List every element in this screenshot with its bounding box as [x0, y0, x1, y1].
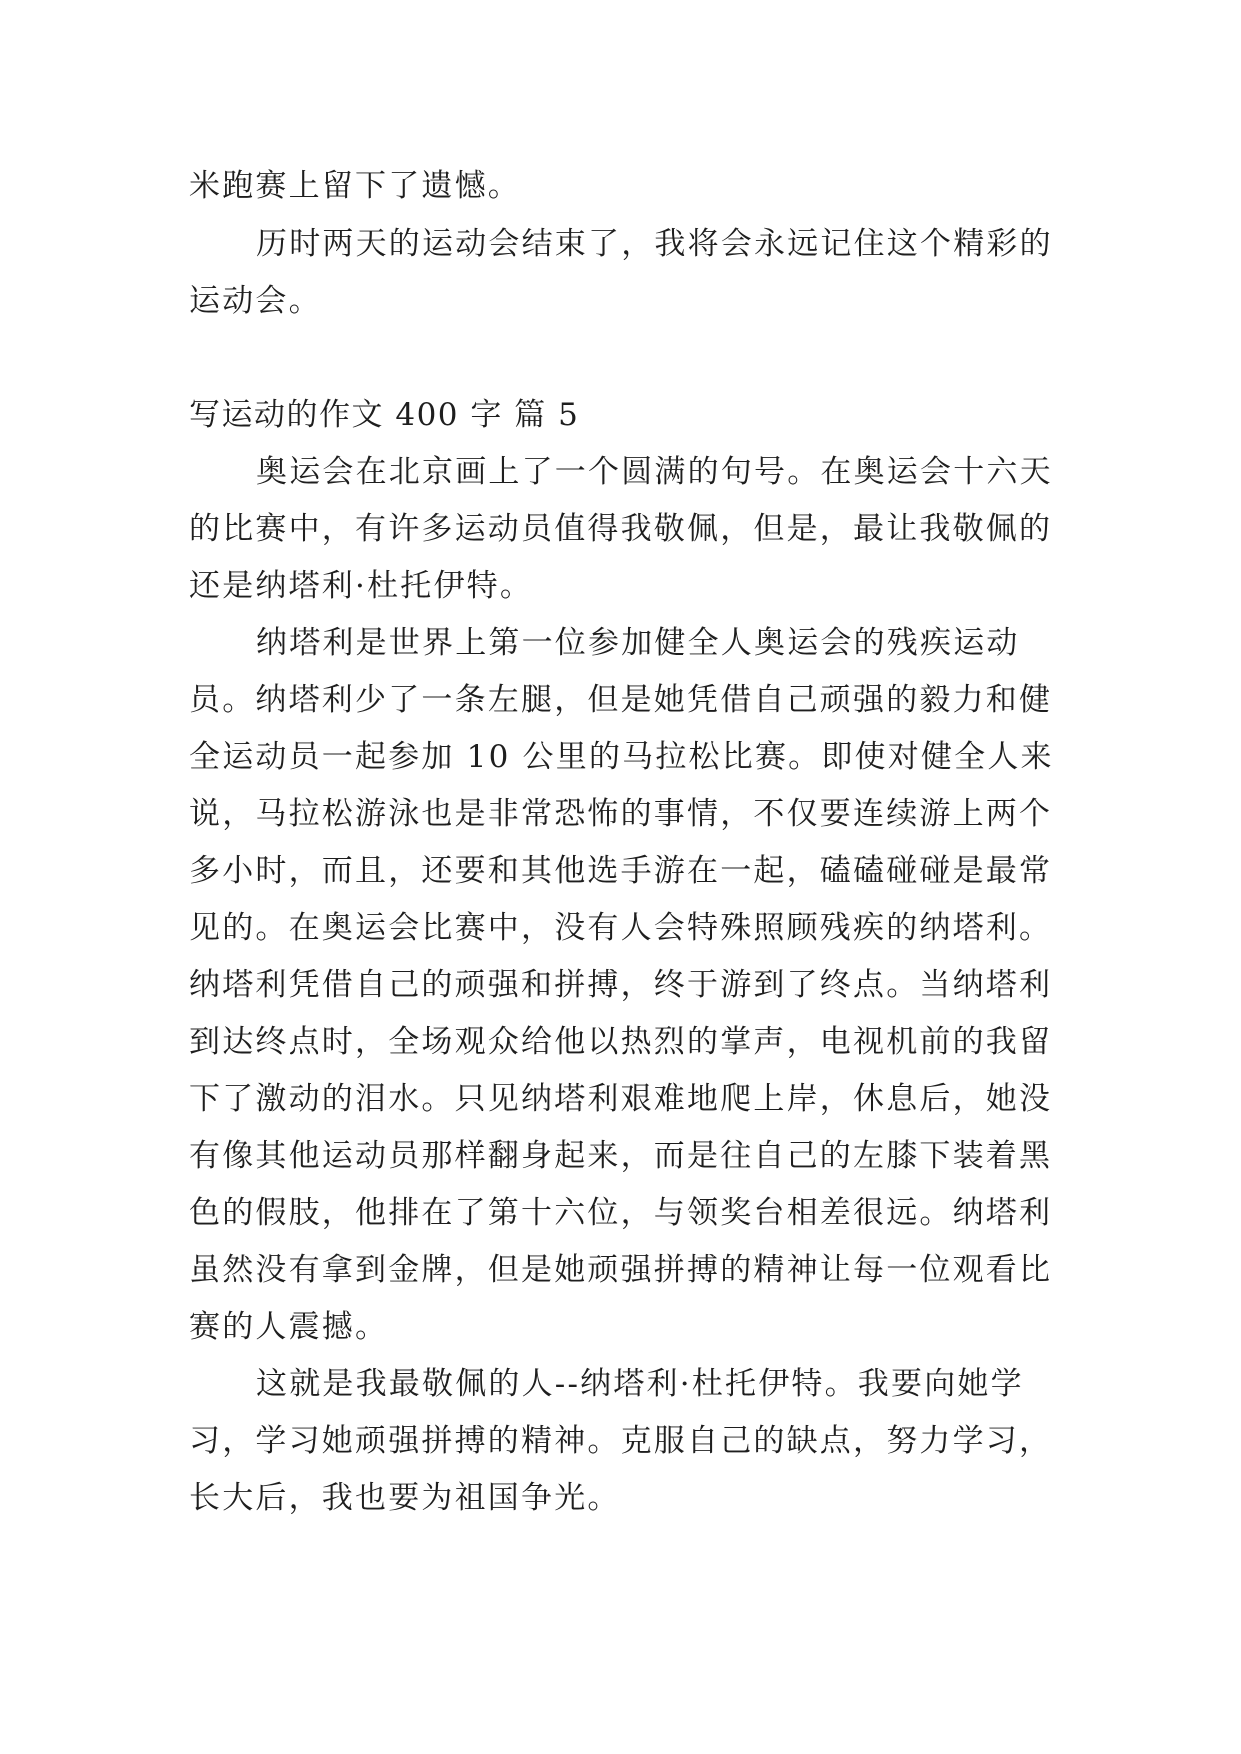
text-line: 运动会。: [189, 283, 322, 319]
text-line: 有像其他运动员那样翻身起来，而是往自己的左膝下装着黑: [189, 1138, 1053, 1174]
paragraph-first-line: 纳塔利是世界上第一位参加健全人奥运会的残疾运动: [256, 625, 1020, 661]
text-line: 纳塔利凭借自己的顽强和拼搏，终于游到了终点。当纳塔利: [189, 967, 1053, 1003]
text-line: 下了激动的泪水。只见纳塔利艰难地爬上岸，休息后，她没: [189, 1081, 1053, 1117]
text-line: 还是纳塔利·杜托伊特。: [189, 568, 534, 604]
section-heading: 写运动的作文 400 字 篇 5: [189, 397, 580, 433]
text-line: 赛的人震撼。: [189, 1309, 389, 1345]
text-line: 长大后，我也要为祖国争光。: [189, 1480, 621, 1516]
text-line: 的比赛中，有许多运动员值得我敬佩，但是，最让我敬佩的: [189, 511, 1053, 547]
text-line: 到达终点时，全场观众给他以热烈的掌声，电视机前的我留: [189, 1024, 1053, 1060]
text-line: 说，马拉松游泳也是非常恐怖的事情，不仅要连续游上两个: [189, 796, 1053, 832]
text-line: 米跑赛上留下了遗憾。: [189, 168, 521, 204]
text-line: 色的假肢，他排在了第十六位，与领奖台相差很远。纳塔利: [189, 1195, 1053, 1231]
text-line: 全运动员一起参加 10 公里的马拉松比赛。即使对健全人来: [189, 739, 1054, 775]
paragraph-first-line: 奥运会在北京画上了一个圆满的句号。在奥运会十六天: [256, 454, 1053, 490]
paragraph-first-line: 历时两天的运动会结束了，我将会永远记住这个精彩的: [256, 226, 1053, 262]
text-line: 虽然没有拿到金牌，但是她顽强拼搏的精神让每一位观看比: [189, 1252, 1053, 1288]
text-line: 习，学习她顽强拼搏的精神。克服自己的缺点，努力学习，: [189, 1423, 1053, 1459]
text-line: 员。纳塔利少了一条左腿，但是她凭借自己顽强的毅力和健: [189, 682, 1053, 718]
text-line: 多小时，而且，还要和其他选手游在一起，磕磕碰碰是最常: [189, 853, 1053, 889]
text-line: 见的。在奥运会比赛中，没有人会特殊照顾残疾的纳塔利。: [189, 910, 1053, 946]
paragraph-first-line: 这就是我最敬佩的人--纳塔利·杜托伊特。我要向她学: [256, 1366, 1024, 1402]
